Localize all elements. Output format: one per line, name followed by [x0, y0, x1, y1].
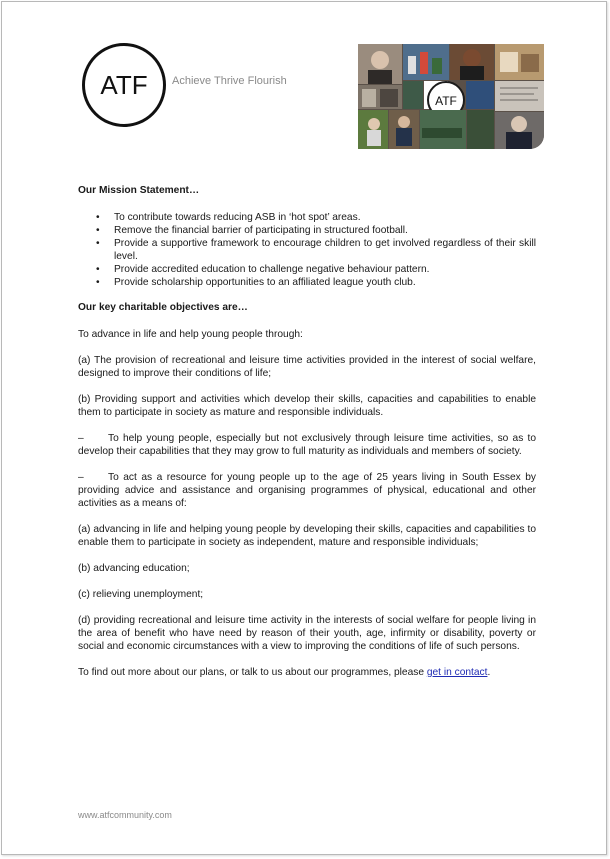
atf-logo [82, 43, 166, 127]
objective-dash-1 [78, 432, 536, 458]
mission-bullet: • Provide scholarship opportunities to an affiliated league youth club. [114, 276, 536, 289]
mission-bullet: • Remove the financial barrier of participating in structured football. [114, 224, 536, 237]
logo-text: ATF [100, 69, 148, 100]
photo-collage [358, 44, 544, 149]
mission-bullet: • Provide a supportive framework to encourage children to get involved regardless of their skill level. [114, 237, 536, 263]
contact-end: . [487, 667, 491, 678]
means-a: (a) advancing in life and helping young people by developing their skills, capacities and capabilities to enable them to participate in society as independent, mature and responsible individuals; [78, 524, 536, 548]
collage-badge-text: ATF [435, 94, 457, 108]
footer-url: www.atfcommunity.com [78, 810, 172, 820]
means-c: (c) relieving unemployment; [78, 589, 204, 600]
document-body [78, 184, 536, 692]
dash-mark: – [78, 472, 84, 483]
objective-a: (a) The provision of recreational and leisure time activities provided in the interest of social welfare, designed to improve their conditions of life; [78, 355, 536, 379]
contact-paragraph [78, 666, 536, 679]
objectives-intro: To advance in life and help young people through: [78, 329, 303, 340]
mission-bullet-list [78, 211, 536, 289]
mission-heading: Our Mission Statement… [78, 185, 200, 196]
dash-mark: – [78, 433, 84, 444]
objectives-heading: Our key charitable objectives are… [78, 302, 248, 313]
document-page [1, 1, 607, 855]
objective-dash-2-text: To act as a resource for young people up to the age of 25 years living in South Essex by providing advice and assistance and organising programmes of physical, educational and other activities as a means of: [78, 472, 536, 509]
get-in-contact-link[interactable]: get in contact [426, 667, 488, 678]
means-b: (b) advancing education; [78, 563, 190, 574]
collage-image [358, 44, 544, 149]
logo-tagline: Achieve Thrive Flourish [172, 75, 287, 87]
objective-dash-1-text: To help young people, especially but not exclusively through leisure time activities, so as to develop their capabilities that they may grow to full maturity as individuals and members of society. [78, 433, 536, 457]
objective-dash-2 [78, 471, 536, 510]
contact-text: To find out more about our plans, or talk to us about our programmes, please [78, 667, 427, 678]
objective-b: (b) Providing support and activities which develop their skills, capacities and capabilities to enable them to participate in society as mature and responsible individuals. [78, 394, 536, 418]
mission-bullet: • Provide accredited education to challenge negative behaviour pattern. [114, 263, 536, 276]
mission-bullet: • To contribute towards reducing ASB in ‘hot spot’ areas. [114, 211, 536, 224]
means-d: (d) providing recreational and leisure time activity in the interests of social welfare for people living in the area of benefit who have need by reason of their youth, age, infirmity or disability, poverty or social and economic circumstances with a view to improving the conditions of life of such persons. [78, 615, 536, 652]
